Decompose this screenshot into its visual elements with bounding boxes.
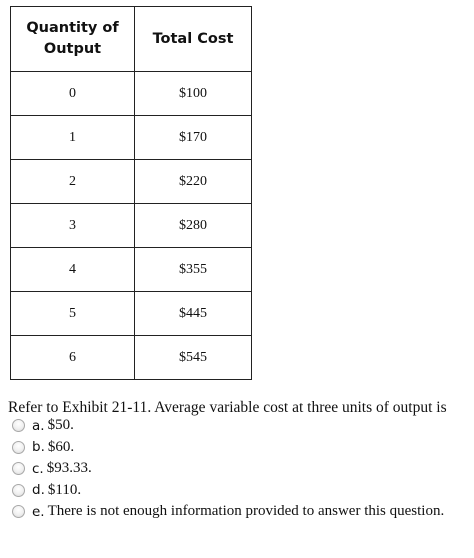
quantity-cell: 3 bbox=[11, 204, 135, 248]
question-text: Refer to Exhibit 21-11. Average variable cost at three units of output is bbox=[8, 399, 447, 416]
table-row bbox=[11, 116, 252, 160]
table-row bbox=[11, 248, 252, 292]
option-letter: d. bbox=[32, 482, 45, 499]
total-cost-cell: $355 bbox=[135, 248, 252, 292]
table-row bbox=[11, 160, 252, 204]
option-e[interactable] bbox=[12, 501, 444, 523]
radio-button-b[interactable] bbox=[12, 441, 25, 454]
exhibit-table bbox=[10, 6, 252, 380]
option-b[interactable] bbox=[12, 437, 444, 459]
option-letter: e. bbox=[32, 503, 45, 520]
total-cost-cell: $280 bbox=[135, 204, 252, 248]
option-d[interactable] bbox=[12, 480, 444, 502]
quantity-cell: 0 bbox=[11, 72, 135, 116]
table-row bbox=[11, 72, 252, 116]
header-quantity-of-output: Quantity of Output bbox=[11, 7, 135, 72]
table-row bbox=[11, 336, 252, 380]
option-letter: b. bbox=[32, 439, 45, 456]
option-a[interactable] bbox=[12, 415, 444, 437]
quantity-cell: 1 bbox=[11, 116, 135, 160]
total-cost-cell: $100 bbox=[135, 72, 252, 116]
table-row bbox=[11, 292, 252, 336]
option-text: There is not enough information provided to answer this question. bbox=[47, 503, 445, 520]
total-cost-cell: $170 bbox=[135, 116, 252, 160]
answer-options bbox=[12, 415, 444, 523]
quantity-cell: 5 bbox=[11, 292, 135, 336]
radio-button-c[interactable] bbox=[12, 462, 25, 475]
radio-button-a[interactable] bbox=[12, 419, 25, 432]
quantity-cell: 2 bbox=[11, 160, 135, 204]
option-text: $60. bbox=[47, 438, 75, 455]
radio-button-d[interactable] bbox=[12, 484, 25, 497]
radio-button-e[interactable] bbox=[12, 505, 25, 518]
quantity-cell: 6 bbox=[11, 336, 135, 380]
option-text: $93.33. bbox=[46, 460, 92, 477]
total-cost-cell: $545 bbox=[135, 336, 252, 380]
quantity-cell: 4 bbox=[11, 248, 135, 292]
total-cost-cell: $445 bbox=[135, 292, 252, 336]
total-cost-cell: $220 bbox=[135, 160, 252, 204]
table-header-row bbox=[11, 7, 252, 72]
option-text: $50. bbox=[47, 417, 74, 434]
option-letter: c. bbox=[32, 460, 44, 477]
option-letter: a. bbox=[32, 417, 45, 434]
option-text: $110. bbox=[47, 481, 82, 498]
option-c[interactable] bbox=[12, 458, 444, 480]
header-total-cost: Total Cost bbox=[135, 7, 252, 72]
table-row bbox=[11, 204, 252, 248]
